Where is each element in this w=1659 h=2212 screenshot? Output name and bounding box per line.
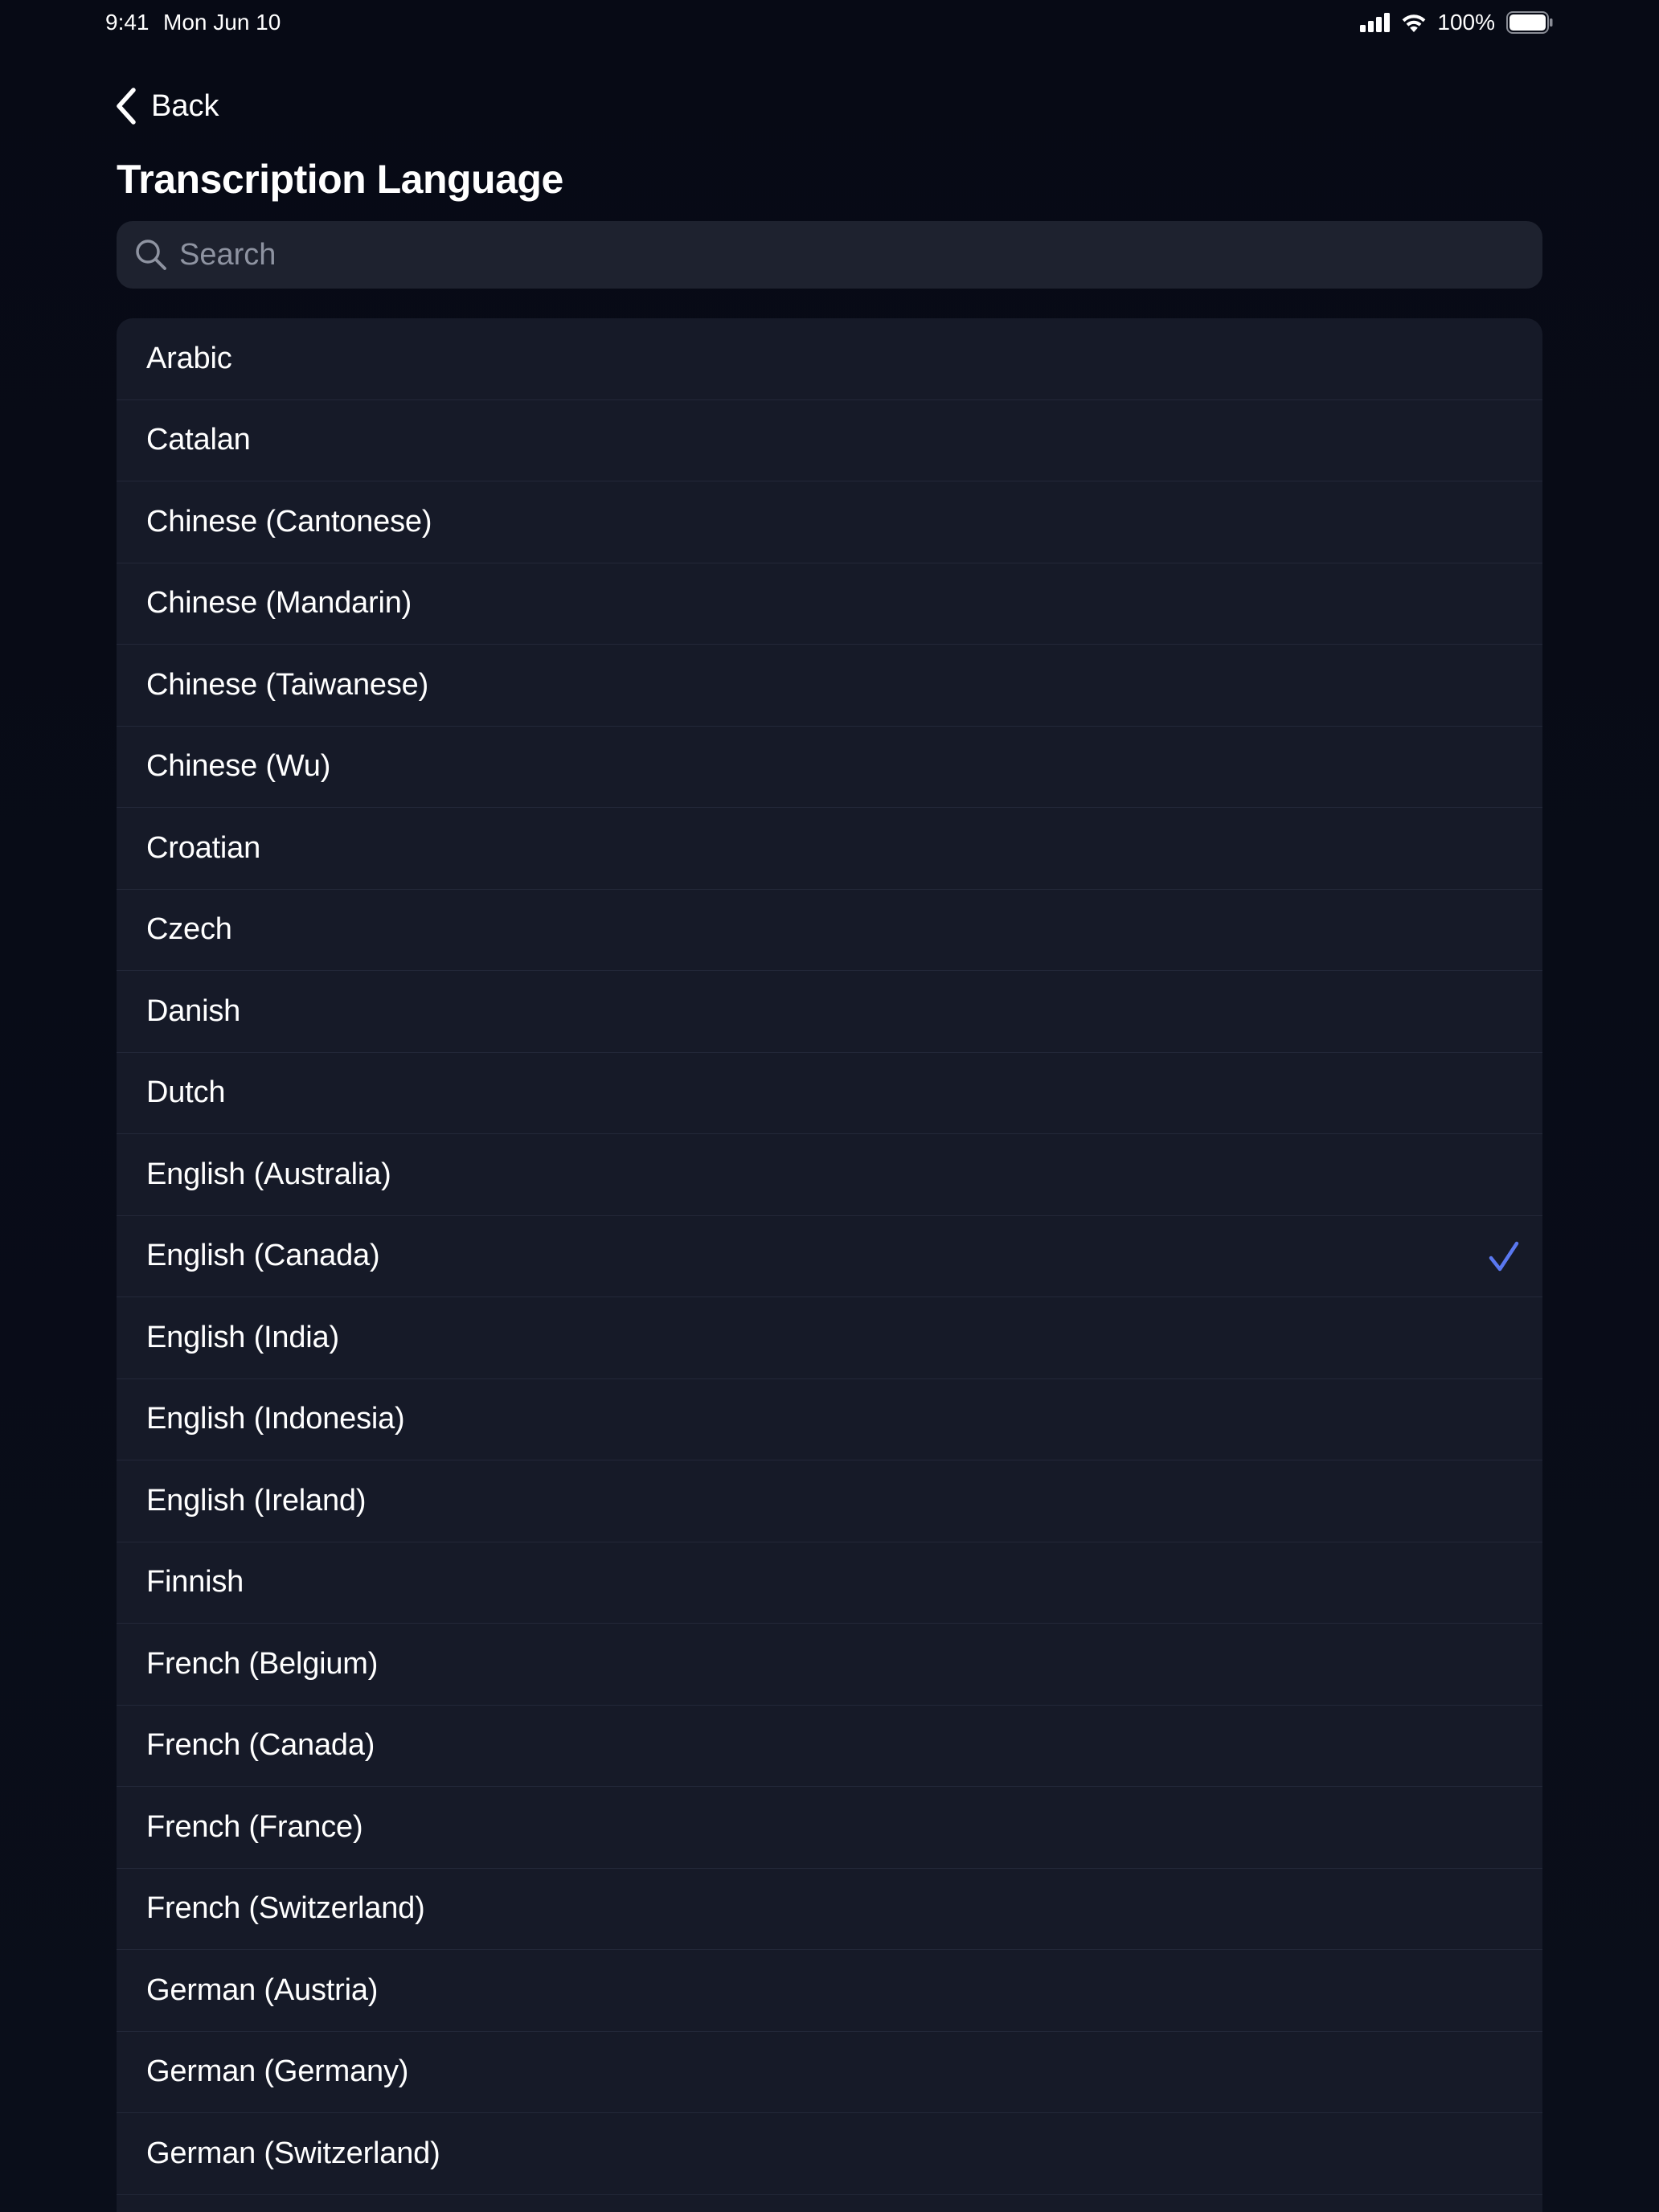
language-list-item[interactable] [117,2032,1542,2114]
language-list-item[interactable] [117,1460,1542,1542]
status-date: Mon Jun 10 [163,10,281,35]
cellular-signal-icon [1360,13,1392,32]
status-time: 9:41 [105,10,150,35]
wifi-icon [1400,12,1428,33]
language-label: English (Australia) [146,1157,391,1191]
language-label: English (Canada) [146,1239,380,1273]
language-label: Catalan [146,423,251,457]
language-list-item[interactable] [117,1053,1542,1135]
checkmark-icon [1488,1240,1520,1274]
language-list-item[interactable] [117,1216,1542,1298]
language-label: German (Switzerland) [146,2136,440,2170]
chevron-left-icon [114,87,138,125]
language-label: Chinese (Mandarin) [146,586,412,621]
language-label: English (India) [146,1320,339,1354]
language-label: Chinese (Taiwanese) [146,667,429,702]
language-label: Czech [146,912,232,947]
language-list-item[interactable] [117,808,1542,890]
language-label: Croatian [146,830,261,865]
language-list-item[interactable] [117,727,1542,809]
language-list-item[interactable] [117,1297,1542,1379]
language-list-item[interactable] [117,481,1542,563]
language-list-item[interactable] [117,400,1542,482]
language-list-item[interactable] [117,563,1542,645]
status-bar [0,0,1659,45]
language-label: Danish [146,993,241,1028]
language-list-item[interactable] [117,645,1542,727]
language-list-item[interactable] [117,1787,1542,1869]
language-list-item[interactable] [117,1134,1542,1216]
language-label: French (France) [146,1809,363,1844]
language-label: French (Belgium) [146,1646,379,1681]
page-title: Transcription Language [117,157,563,202]
language-list-item[interactable] [117,1706,1542,1788]
language-label: French (Switzerland) [146,1891,425,1926]
language-label: Chinese (Wu) [146,749,331,784]
search-input[interactable] [179,231,1505,279]
language-label: German (Austria) [146,1972,379,2007]
language-list-item[interactable] [117,890,1542,972]
language-list-item[interactable] [117,2113,1542,2195]
status-indicators [1360,8,1553,37]
language-label: German (Germany) [146,2054,409,2089]
language-list-item[interactable] [117,1950,1542,2032]
language-list-item[interactable] [117,1869,1542,1951]
back-label: Back [151,88,219,123]
battery-percentage: 100% [1437,10,1495,35]
language-label: Finnish [146,1565,244,1600]
language-label: Dutch [146,1075,226,1110]
language-label: English (Indonesia) [146,1402,405,1436]
language-list-item[interactable] [117,971,1542,1053]
language-label: English (Ireland) [146,1483,367,1518]
language-label: Chinese (Cantonese) [146,504,432,539]
language-list-item[interactable] [117,318,1542,400]
language-list-item[interactable] [117,1624,1542,1706]
language-label: Arabic [146,341,232,375]
search-field[interactable] [117,221,1542,289]
language-list-item[interactable] [117,1542,1542,1624]
battery-icon [1506,11,1553,34]
language-list-item[interactable] [117,1379,1542,1461]
search-icon [134,238,168,272]
language-label: French (Canada) [146,1728,375,1763]
back-button[interactable] [114,84,219,129]
language-list [117,318,1542,2212]
